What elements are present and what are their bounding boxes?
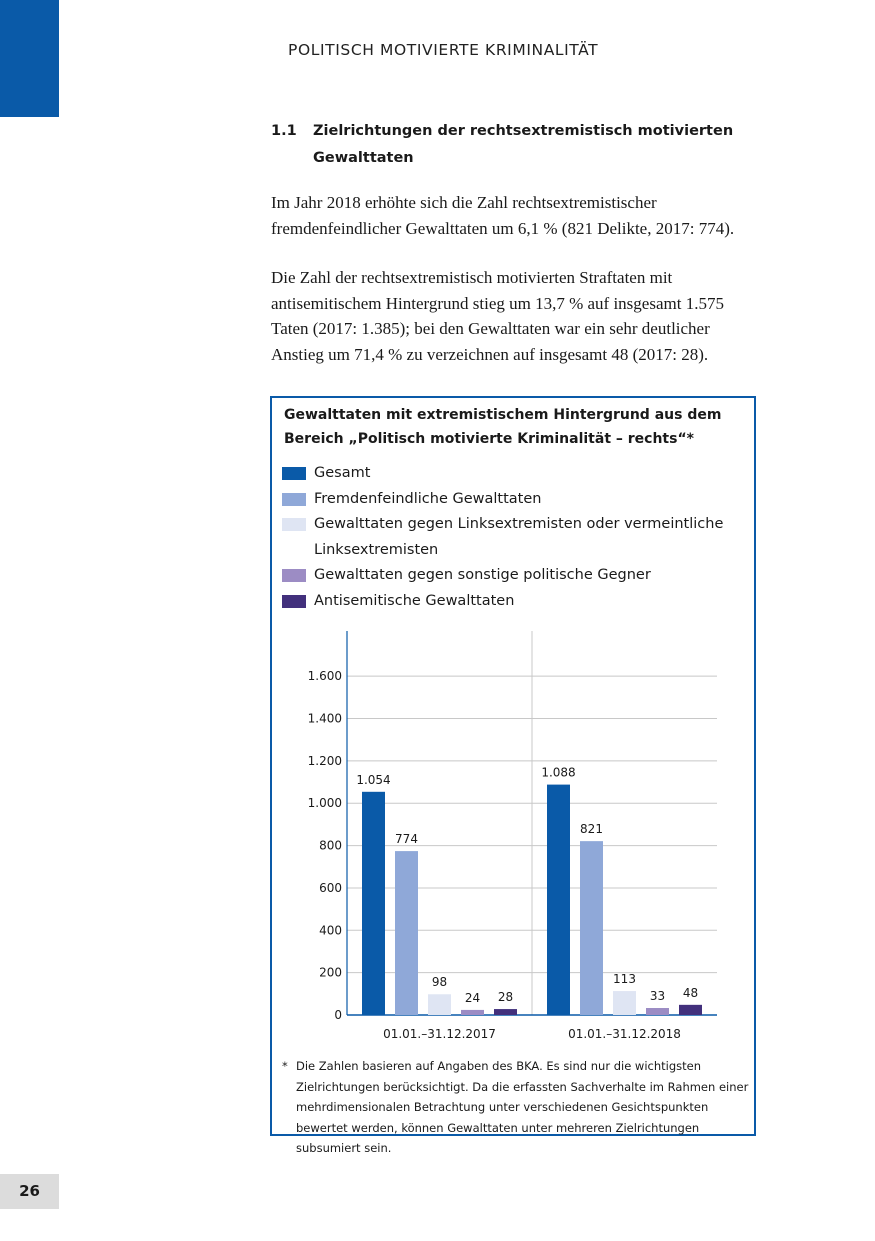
bar-value-label: 33 [649, 989, 666, 1004]
bar [362, 792, 385, 1015]
legend-label: Antisemitische Gewalttaten [314, 592, 515, 609]
bar-value-label: 98 [431, 975, 448, 990]
x-category-label: 01.01.–31.12.2018 [568, 1027, 681, 1041]
bar-chart [272, 628, 754, 1048]
legend-swatch [282, 493, 306, 506]
bar [646, 1008, 669, 1015]
y-tick-label: 1.400 [307, 711, 342, 726]
legend-swatch [282, 595, 306, 608]
legend-swatch [282, 518, 306, 531]
x-category-label: 01.01.–31.12.2017 [383, 1027, 496, 1041]
legend-swatch [282, 467, 306, 480]
section-title: Zielrichtungen der rechtsextremistisch motivierten Gewalttaten [313, 123, 734, 166]
bar [395, 851, 418, 1015]
chart-box [270, 396, 756, 1155]
y-tick-label: 800 [319, 838, 342, 853]
paragraph-1: Im Jahr 2018 erhöhte sich die Zahl rechtsextremistischer fremdenfeindlicher Gewalttaten um 6,1 % (821 Delikte, 2017: 774). [271, 193, 735, 238]
bar-value-label: 113 [613, 972, 636, 987]
y-tick-label: 1.000 [307, 796, 342, 811]
y-tick-label: 600 [319, 880, 342, 895]
chart-title: Gewalttaten mit extremistischem Hintergrund aus dem Bereich „Politisch motivierte Kriminalität – rechts“* [284, 407, 722, 447]
bar-value-label: 1.088 [541, 765, 576, 780]
bar-value-label: 1.054 [356, 772, 391, 787]
section-heading [271, 118, 761, 172]
chart-legend [282, 461, 732, 614]
section-number: 1.1 [271, 123, 297, 139]
legend-label: Fremdenfeindliche Gewalttaten [314, 490, 542, 507]
bar-value-label: 821 [580, 822, 603, 837]
legend-label: Gewalttaten gegen Linksextremisten oder vermeintliche Linksextremisten [314, 516, 724, 558]
y-tick-label: 400 [319, 923, 342, 938]
bar-value-label: 48 [682, 985, 699, 1000]
bar [679, 1005, 702, 1015]
footnote-text: Die Zahlen basieren auf Angaben des BKA. Es sind nur die wichtigsten Zielrichtungen berücksichtigt. Da die erfassten Sachverhalte im Rahmen einer mehrdimensionalen Betrachtung unter verschiedenen Gesichtspunkten bewertet werden, können Gewalttaten unter mehreren Zielrichtungen subsumiert sein. [296, 1059, 749, 1155]
bar [613, 991, 636, 1015]
footnote-marker: * [282, 1059, 288, 1073]
bar [580, 841, 603, 1015]
legend-item [282, 512, 732, 563]
bar-value-label: 24 [464, 990, 481, 1005]
legend-swatch [282, 569, 306, 582]
bar [547, 785, 570, 1015]
paragraph-2: Die Zahl der rechtsextremistisch motivierten Straftaten mit antisemitischem Hintergrund stieg um 13,7 % auf insgesamt 1.575 Taten (2017: 1.385); bei den Gewalttaten war ein sehr deutlicher Anstieg um 71,4 % zu verzeichnen auf insgesamt 48 (2017: 28). [271, 268, 724, 364]
y-tick-label: 200 [319, 965, 342, 980]
legend-label: Gesamt [314, 465, 371, 481]
bar-value-label: 28 [497, 990, 514, 1005]
y-tick-label: 0 [334, 1008, 342, 1022]
legend-item [282, 563, 732, 589]
chapter-color-tab [0, 0, 59, 117]
bar [461, 1010, 484, 1015]
bar [494, 1009, 517, 1015]
running-header: POLITISCH MOTIVIERTE KRIMINALITÄT [288, 41, 599, 59]
page-number: 26 [19, 1182, 40, 1200]
bar [428, 994, 451, 1015]
legend-item [282, 487, 732, 513]
footnote [282, 1056, 750, 1159]
y-tick-label: 1.200 [307, 753, 342, 768]
y-tick-label: 1.600 [307, 669, 342, 684]
legend-label: Gewalttaten gegen sonstige politische Gegner [314, 567, 651, 583]
legend-item [282, 589, 732, 615]
page-number-box [0, 1174, 59, 1209]
bar-value-label: 774 [395, 832, 418, 847]
legend-item [282, 461, 732, 487]
